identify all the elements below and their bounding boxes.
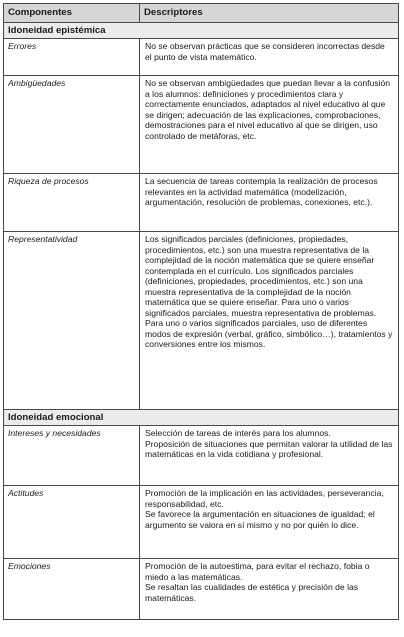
- descriptor-cell: [140, 76, 398, 173]
- descriptor-table: [3, 3, 399, 620]
- descriptor-paragraph: Se favorece la argumentación en situaciones de igualdad; el argumento se valora en sí mismo y no por quién lo dice.: [145, 509, 375, 530]
- descriptor-paragraph: No se observan ambigüedades que puedan llevar a la confusión a los alumnos: definiciones y procedimientos clara y correctamente enunciados, adaptados al nivel educativo al que se dirigen; adecuación de las explicaciones, comprobaciones, demostraciones para el nivel educativo al que se dirigen, uso controlado de metáforas, etc.: [145, 78, 391, 141]
- descriptor-cell: [140, 426, 398, 485]
- descriptor-paragraph: Selección de tareas de interés para los alumnos.: [145, 428, 331, 438]
- component-cell: Actitudes: [4, 486, 140, 558]
- table-row-riqueza: [4, 174, 398, 232]
- component-cell: Intereses y necesidades: [4, 426, 140, 485]
- descriptor-paragraph: Promoción de la implicación en las actividades, perseverancia, responsabilidad, etc.: [145, 488, 384, 509]
- component-cell: Representatividad: [4, 232, 140, 409]
- descriptor-paragraph: Los significados parciales (definiciones, propiedades, procedimientos, etc.) son una muestra representativa de la complejidad de la noción matemática que se quiere enseñar contemplada en el currículo. Los significados parciales (definiciones, propiedades, procedimientos, etc.) son una muestra representativa de la complejidad de la noción matemática que se quiere enseñar. Para uno o varios significados parciales, muestra representativa de problemas. Para uno o varios significados parciales, uso de diferentes modos de expresión (verbal, gráfico, simbólico…), tratamientos y conversiones entre los mismos.: [145, 234, 393, 349]
- descriptor-paragraph: La secuencia de tareas contempla la realización de procesos relevantes en la actividad matemática (modelización, argumentación, resolución de problemas, conexiones, etc.).: [145, 176, 378, 207]
- table-row-representatividad: [4, 232, 398, 410]
- descriptor-cell: [140, 486, 398, 558]
- descriptor-cell: [140, 39, 398, 75]
- header-componentes: Componentes: [4, 4, 140, 22]
- descriptor-paragraph: Promoción de la autoestima, para evitar el rechazo, fobia o miedo a las matemáticas.: [145, 561, 370, 582]
- table-header: [4, 4, 398, 23]
- table-row-ambiguedades: [4, 76, 398, 174]
- header-descriptores: Descriptores: [144, 7, 203, 18]
- descriptor-paragraph: No se observan prácticas que se consideren incorrectas desde el punto de vista matemático.: [145, 41, 385, 62]
- descriptor-cell: [140, 559, 398, 619]
- table-row-emociones: [4, 559, 398, 619]
- descriptor-paragraph: Proposición de situaciones que permitan valorar la utilidad de las matemáticas en la vida cotidiana y profesional.: [145, 438, 393, 459]
- component-cell: Errores: [4, 39, 140, 75]
- table-row-errores: [4, 39, 398, 76]
- table-row-actitudes: [4, 486, 398, 559]
- table-row-intereses: [4, 426, 398, 486]
- component-cell: Emociones: [4, 559, 140, 619]
- descriptor-cell: [140, 232, 398, 409]
- section-title-emocional: Idoneidad emocional: [4, 410, 398, 426]
- descriptor-cell: [140, 174, 398, 231]
- section-title-epistemica: Idoneidad epistémica: [4, 23, 398, 39]
- descriptor-paragraph: Se resaltan las cualidades de estética y precisión de las matemáticas.: [145, 582, 359, 603]
- component-cell: Riqueza de procesos: [4, 174, 140, 231]
- component-cell: Ambigüedades: [4, 76, 140, 173]
